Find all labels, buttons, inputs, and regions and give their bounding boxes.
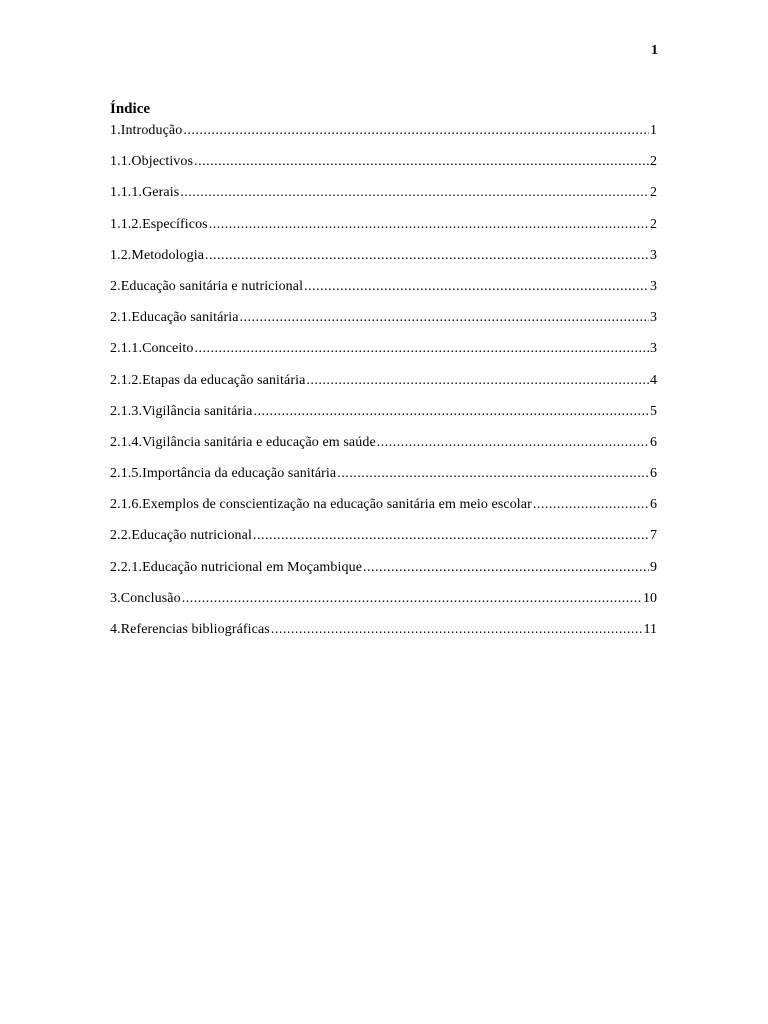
dot-leader: [253, 528, 649, 544]
toc-entry-label: 2.Educação sanitária e nutricional: [110, 278, 304, 294]
table-of-contents: [110, 99, 657, 653]
toc-entry-page: 6: [650, 497, 657, 513]
dot-leader: [205, 248, 649, 264]
toc-entry[interactable]: [110, 466, 657, 497]
toc-entry-page: 3: [650, 278, 657, 294]
toc-entry-page: 6: [650, 466, 657, 482]
toc-entry[interactable]: [110, 404, 657, 435]
dot-leader: [254, 404, 650, 420]
toc-entry-page: 2: [650, 216, 657, 232]
toc-entry-label: 1.Introdução: [110, 123, 183, 138]
dot-leader: [306, 373, 649, 389]
toc-entry-label: 1.2.Metodologia: [110, 247, 205, 263]
toc-entry-label: 2.1.6.Exemplos de conscientização na educação sanitária em meio escolar: [110, 497, 532, 513]
dot-leader: [337, 466, 649, 482]
toc-heading: Índice: [110, 101, 151, 117]
toc-entry[interactable]: [110, 373, 657, 404]
toc-entry-page: 7: [650, 528, 657, 544]
toc-entry[interactable]: [110, 528, 657, 559]
toc-entry-label: 2.1.5.Importância da educação sanitária: [110, 466, 337, 482]
toc-entry[interactable]: [110, 622, 657, 653]
toc-entry-label: 2.2.Educação nutricional: [110, 528, 252, 544]
dot-leader: [363, 560, 649, 576]
toc-entry[interactable]: [110, 217, 657, 248]
toc-entry[interactable]: [110, 248, 657, 279]
toc-entry[interactable]: [110, 435, 657, 466]
dot-leader: [304, 279, 649, 295]
toc-entry-page: 2: [650, 154, 657, 170]
toc-entry-page: 3: [650, 247, 657, 263]
toc-entry-page: 6: [650, 434, 657, 450]
toc-entry-label: 2.1.1.Conceito: [110, 341, 194, 357]
dot-leader: [194, 341, 649, 357]
toc-entry-label: 2.1.2.Etapas da educação sanitária: [110, 372, 306, 388]
dot-leader: [533, 497, 649, 513]
toc-entry-label: 1.1.2.Específicos: [110, 216, 208, 232]
toc-entry-page: 9: [650, 559, 657, 575]
toc-entry-label: 2.1.Educação sanitária: [110, 310, 239, 326]
toc-entry[interactable]: [110, 279, 657, 310]
toc-entry[interactable]: [110, 154, 657, 185]
dot-leader: [183, 123, 649, 139]
dot-leader: [377, 435, 649, 451]
toc-entry-page: 3: [650, 310, 657, 326]
toc-entry-page: 2: [650, 185, 657, 201]
toc-entry[interactable]: [110, 497, 657, 528]
dot-leader: [209, 217, 649, 233]
toc-entry-label: 2.2.1.Educação nutricional em Moçambique: [110, 559, 363, 575]
toc-entry-label: 1.1.Objectivos: [110, 154, 194, 170]
toc-entry-label: 1.1.1.Gerais: [110, 185, 180, 201]
toc-list: [110, 123, 657, 653]
toc-entry[interactable]: [110, 310, 657, 341]
dot-leader: [194, 154, 649, 170]
toc-entry[interactable]: [110, 591, 657, 622]
toc-entry-page: 11: [643, 622, 657, 637]
toc-entry[interactable]: [110, 341, 657, 372]
toc-entry-label: 2.1.3.Vigilância sanitária: [110, 403, 253, 419]
toc-entry[interactable]: [110, 560, 657, 591]
dot-leader: [271, 622, 643, 638]
toc-entry-page: 5: [650, 403, 657, 419]
dot-leader: [240, 310, 649, 326]
toc-entry-page: 4: [650, 372, 657, 388]
toc-entry-label: 3.Conclusão: [110, 590, 181, 606]
page-number: 1: [651, 43, 658, 58]
dot-leader: [182, 591, 642, 607]
toc-entry-label: 4.Referencias bibliográficas: [110, 622, 270, 637]
toc-entry[interactable]: [110, 185, 657, 216]
toc-entry-page: 10: [643, 590, 657, 606]
toc-entry-page: 1: [650, 123, 657, 138]
toc-entry[interactable]: [110, 123, 657, 154]
toc-entry-label: 2.1.4.Vigilância sanitária e educação em saúde: [110, 434, 376, 450]
toc-entry-page: 3: [650, 341, 657, 357]
dot-leader: [180, 185, 649, 201]
